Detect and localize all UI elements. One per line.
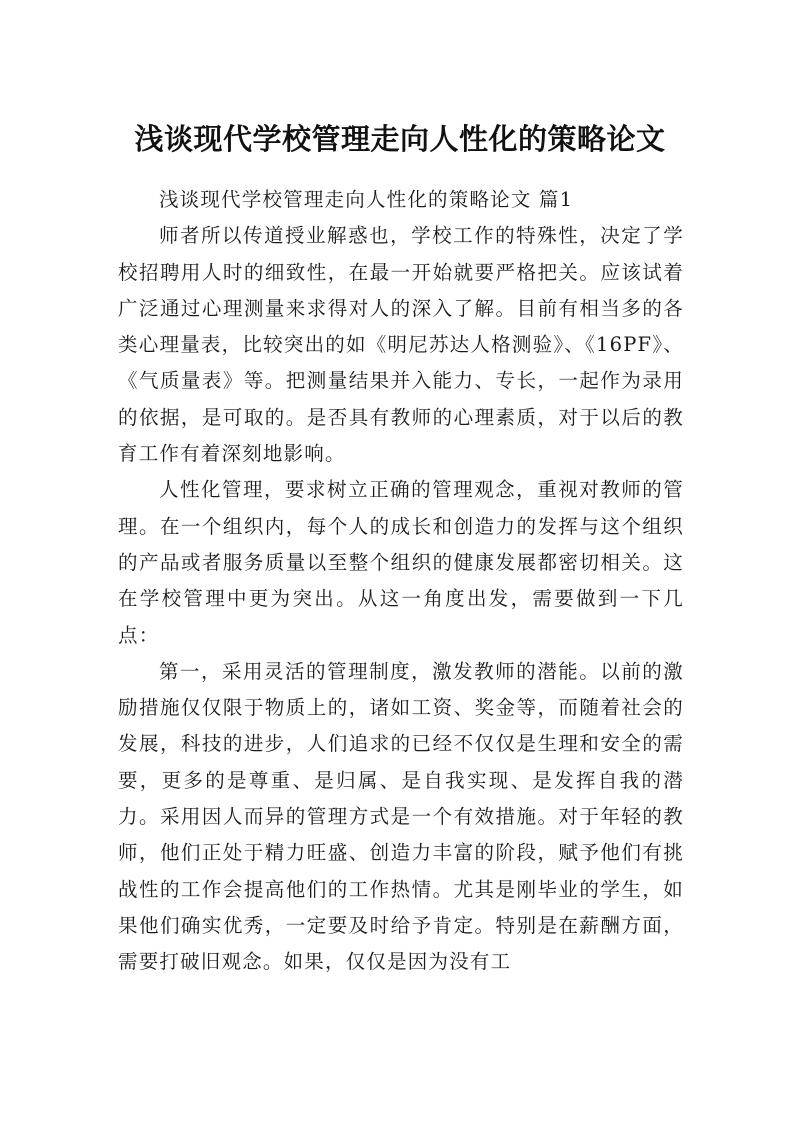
paragraph-1: 师者所以传道授业解惑也，学校工作的特殊性，决定了学校招聘用人时的细致性，在最一开始就要严格把关。应该试着广泛通过心理测量来求得对人的深入了解。目前有相当多的各类心理量表，比较突出的如《明尼苏达人格测验》、《16PF》、《气质量表》等。把测量结果并入能力、专长，一起作为录用的依据，是可取的。是否具有教师的心理素质，对于以后的教育工作有着深刻地影响。 <box>118 224 684 466</box>
document-title: 浅谈现代学校管理走向人性化的策略论文 <box>134 122 666 157</box>
document-body <box>118 182 684 981</box>
paragraph-3: 第一，采用灵活的管理制度，激发教师的潜能。以前的激励措施仅仅限于物质上的，诸如工资、奖金等，而随着社会的发展，科技的进步，人们追求的已经不仅仅是生理和安全的需要，更多的是尊重、是归属、是自我实现、是发挥自我的潜力。采用因人而异的管理方式是一个有效措施。对于年轻的教师，他们正处于精力旺盛、创造力丰富的阶段，赋予他们有挑战性的工作会提高他们的工作热情。尤其是刚毕业的学生，如果他们确实优秀，一定要及时给予肯定。特别是在薪酬方面，需要打破旧观念。如果，仅仅是因为没有工 <box>118 659 684 974</box>
paragraph-2: 人性化管理，要求树立正确的管理观念，重视对教师的管理。在一个组织内，每个人的成长和创造力的发挥与这个组织的产品或者服务质量以至整个组织的健康发展都密切相关。这在学校管理中更为突出。从这一角度出发，需要做到一下几点： <box>118 478 684 647</box>
section-heading: 浅谈现代学校管理走向人性化的策略论文 篇1 <box>158 188 574 211</box>
